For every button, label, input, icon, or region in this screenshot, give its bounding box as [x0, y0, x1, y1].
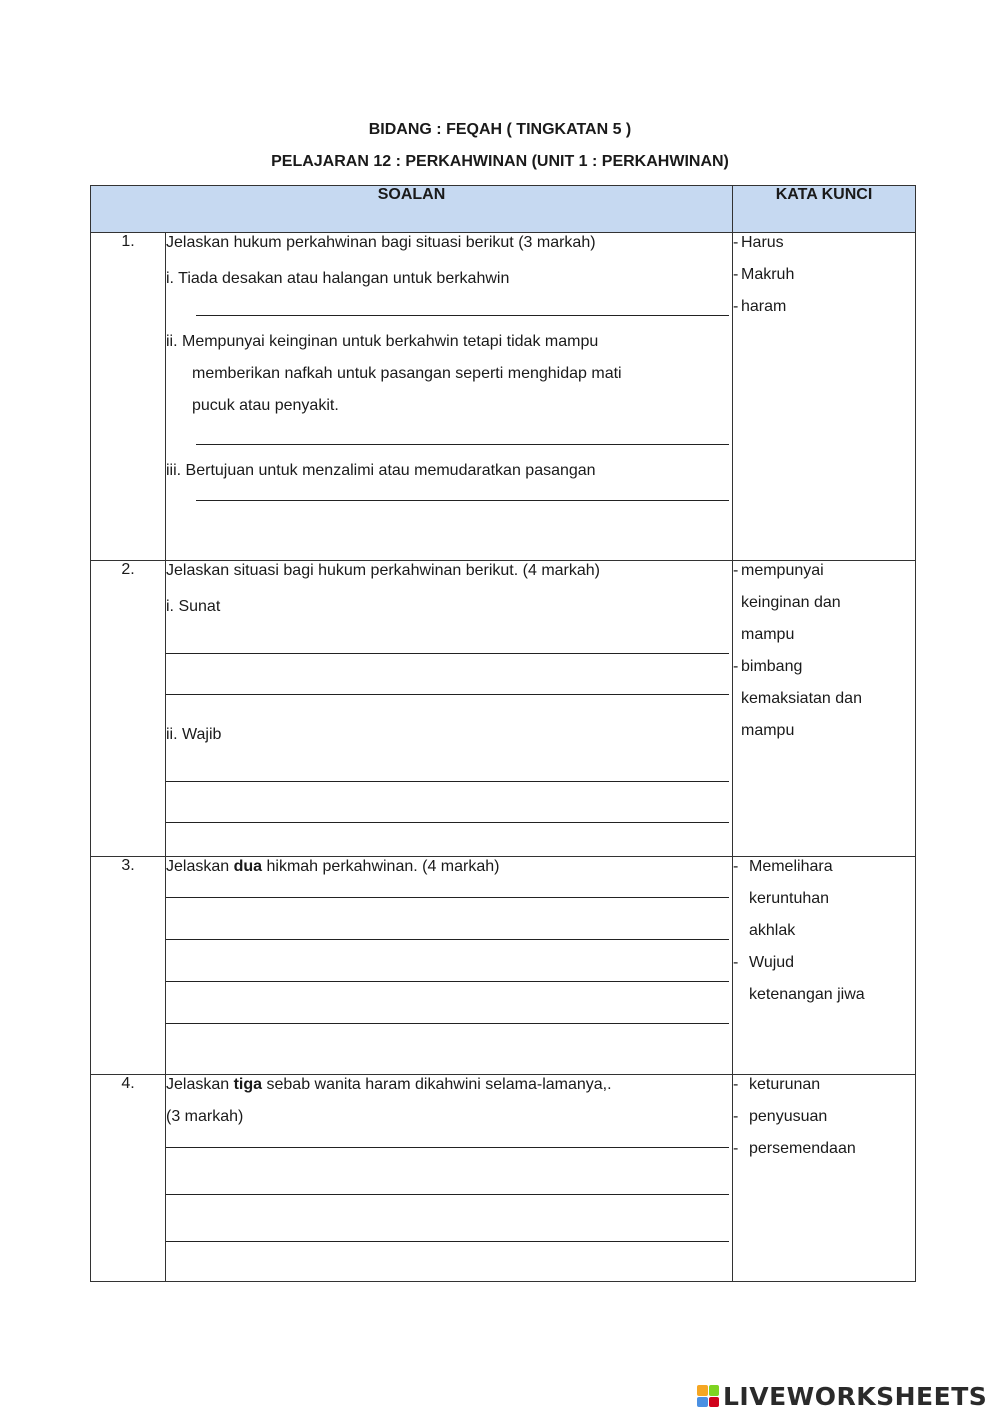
logo-square — [697, 1385, 708, 1396]
keyword-item: - keturunan — [733, 1076, 821, 1093]
table-row — [91, 233, 916, 561]
answer-line[interactable] — [166, 1241, 729, 1242]
liveworksheets-logo-icon — [697, 1385, 719, 1407]
question-number: 1. — [91, 233, 166, 561]
question-prompt: Jelaskan tiga sebab wanita haram dikahwini selama-lamanya,. — [166, 1076, 612, 1093]
keyword-item: - Harus — [733, 234, 784, 251]
answer-line[interactable] — [166, 781, 729, 782]
keyword-item: - haram — [733, 298, 787, 315]
question-item: i. Tiada desakan atau halangan untuk berkahwin — [166, 270, 510, 287]
question-cell — [166, 561, 733, 857]
logo-text: LIVEWORKSHEETS — [723, 1381, 988, 1411]
question-number: 4. — [91, 1075, 166, 1282]
logo-square — [709, 1385, 720, 1396]
question-item: ii. Wajib — [166, 726, 222, 743]
question-prompt: Jelaskan dua hikmah perkahwinan. (4 markah) — [166, 858, 500, 875]
keyword-item: mampu — [741, 722, 795, 739]
worksheet-table — [90, 185, 916, 1282]
answer-line[interactable] — [166, 939, 729, 940]
table-row — [91, 561, 916, 857]
question-item: iii. Bertujuan untuk menzalimi atau memudaratkan pasangan — [166, 462, 596, 479]
col-header-soalan: SOALAN — [91, 186, 733, 233]
answer-line[interactable] — [166, 1023, 729, 1024]
keyword-cell — [733, 1075, 916, 1282]
liveworksheets-logo — [697, 1380, 987, 1412]
keyword-item: - bimbang — [733, 658, 803, 675]
logo-square — [709, 1397, 720, 1408]
answer-line[interactable] — [166, 1147, 729, 1148]
question-item: i. Sunat — [166, 598, 221, 615]
question-number: 2. — [91, 561, 166, 857]
question-item-cont: pucuk atau penyakit. — [192, 397, 339, 414]
answer-line[interactable] — [166, 1194, 729, 1195]
answer-line[interactable] — [166, 694, 729, 695]
question-prompt: Jelaskan situasi bagi hukum perkahwinan berikut. (4 markah) — [166, 562, 600, 579]
keyword-cell — [733, 233, 916, 561]
keyword-cell — [733, 561, 916, 857]
table-header-row — [91, 186, 916, 233]
question-prompt-cont: (3 markah) — [166, 1108, 244, 1125]
answer-line[interactable] — [166, 981, 729, 982]
keyword-item: keruntuhan — [749, 890, 830, 907]
question-cell — [166, 233, 733, 561]
question-item-cont: memberikan nafkah untuk pasangan seperti menghidap mati — [192, 365, 622, 382]
page-subtitle: PELAJARAN 12 : PERKAHWINAN (UNIT 1 : PERKAHWINAN) — [271, 153, 729, 170]
question-number: 3. — [91, 857, 166, 1075]
keyword-item: ketenangan jiwa — [749, 986, 865, 1003]
question-item: ii. Mempunyai keinginan untuk berkahwin tetapi tidak mampu — [166, 333, 599, 350]
logo-square — [697, 1397, 708, 1408]
keyword-item: - persemendaan — [733, 1140, 856, 1157]
keyword-item: - Memelihara — [733, 858, 833, 875]
keyword-item: - mempunyai — [733, 562, 824, 579]
question-cell — [166, 857, 733, 1075]
keyword-item: kemaksiatan dan — [741, 690, 862, 707]
keyword-item: - Wujud — [733, 954, 795, 971]
keyword-cell — [733, 857, 916, 1075]
page-title: BIDANG : FEQAH ( TINGKATAN 5 ) — [368, 121, 632, 138]
table-row — [91, 857, 916, 1075]
keyword-item: akhlak — [749, 922, 796, 939]
keyword-item: - Makruh — [733, 266, 795, 283]
table-row — [91, 1075, 916, 1282]
answer-line[interactable] — [166, 897, 729, 898]
answer-line[interactable] — [196, 444, 729, 445]
answer-line[interactable] — [196, 500, 729, 501]
question-cell — [166, 1075, 733, 1282]
question-prompt: Jelaskan hukum perkahwinan bagi situasi berikut (3 markah) — [166, 234, 596, 251]
keyword-item: keinginan dan — [741, 594, 841, 611]
answer-line[interactable] — [196, 315, 729, 316]
col-header-kata-kunci: KATA KUNCI — [733, 186, 916, 233]
answer-line[interactable] — [166, 822, 729, 823]
answer-line[interactable] — [166, 653, 729, 654]
keyword-item: mampu — [741, 626, 795, 643]
keyword-item: - penyusuan — [733, 1108, 828, 1125]
